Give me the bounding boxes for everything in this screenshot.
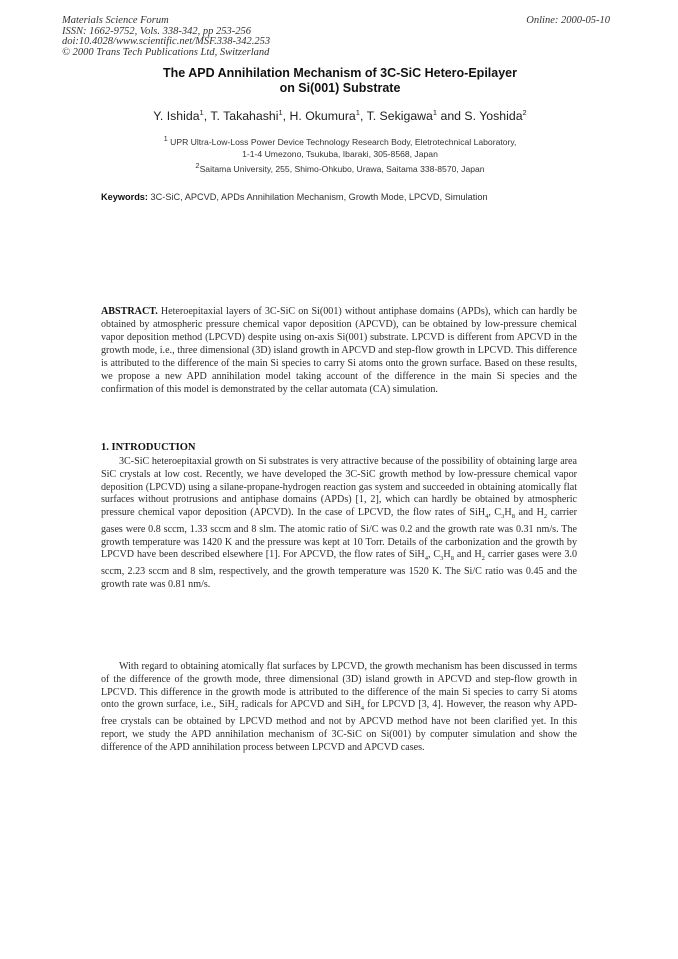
affiliation-mark: 1	[163, 134, 168, 143]
keywords-list: 3C-SiC, APCVD, APDs Annihilation Mechanism, Growth Mode, LPCVD, Simulation	[150, 192, 488, 202]
affiliation-2-line-1: Saitama University, 255, Shimo-Ohkubo, Urawa, Saitama 338-8570, Japan	[199, 163, 485, 174]
keywords-line	[101, 192, 488, 202]
text-run: 3C-SiC heteroepitaxial growth on Si substrates is very attractive because of the possibility of obtaining large area SiC crystals at low cost. Recently, we have developed the 3C-SiC growth method by low-pressure chemical vapor deposition (LPCVD) using a silane-propane-hydrogen reaction gas system and succeeded in obtaining atomically flat surfaces without protrusions and antiphase domains (APDs) [1, 2], which can hardly be obtained by atmospheric pressure chemical vapor deposition (APCVD). In the case of LPCVD, the flow rates of SiH	[101, 456, 577, 518]
title-line-1: The APD Annihilation Mechanism of 3C-SiC Hetero-Epilayer	[163, 66, 517, 80]
author-name: T. Takahashi	[210, 109, 279, 124]
text-run: for LPCVD [3, 4]. However, the reason why APD-free crystals can be obtained by LPCVD method and not by APCVD method have not been clarified yet. In this report, we study the APD annihilation mechanism of 3C-SiC on Si(001) by computer simulation and show the difference of the APD annihilation process between LPCVD and APCVD cases.	[101, 699, 577, 753]
author-name: T. Sekigawa	[366, 109, 433, 124]
subscript: 4	[360, 705, 365, 713]
affiliation-1	[60, 133, 620, 160]
citation-header	[62, 16, 270, 58]
author-affiliation-mark: 2	[522, 108, 527, 117]
text-run: H	[504, 507, 512, 518]
author-list	[60, 108, 620, 123]
author-affiliation-mark: 1	[432, 108, 438, 117]
text-run: carrier gases were 3.0 sccm, 2.23 sccm and 8 slm, respectively, and the growth temperature was 1520 K. The Si/C ratio was 0.45 and the growth rate was 0.81 nm/s.	[101, 549, 578, 590]
journal-name: Materials Science Forum	[62, 15, 169, 26]
abstract	[101, 305, 577, 396]
text-run: With regard to obtaining atomically flat surfaces by LPCVD, the growth mechanism has been discussed in terms of the difference of the growth mode, three dimensional (3D) island growth in APCVD and step-flow growth in LPCVD. This difference in the growth mode is attributed to the difference of the main Si species to carry Si atoms onto the grown surface, i.e., SiH	[101, 661, 577, 711]
subscript: 4	[485, 513, 489, 521]
subscript: 2	[481, 555, 485, 563]
abstract-text: Heteroepitaxial layers of 3C-SiC on Si(001) without antiphase domains (APDs), which can hardly be obtained by atmospheric pressure chemical vapor deposition (APCVD), can be obtained by low-pressure chemical vapor deposition method (LPCVD) despite using on-axis Si(001) substrate. LPCVD is different from APCVD in the growth mode, i.e., three dimensional (3D) island growth in APCVD and step-flow growth in LPCVD. This difference is attributed to the difference of the main Si species to carry Si atoms onto the grown surface. Based on these results, we propose a new APD annihilation model taking account of the difference in the main Si species and the confirmation of this model is demonstrated by the cellar automata (CA) simulation.	[101, 306, 578, 395]
author-name: H. Okumura	[289, 109, 356, 124]
author-name: Y. Ishida	[153, 109, 200, 124]
copyright-line: © 2000 Trans Tech Publications Ltd, Switzerland	[62, 46, 270, 58]
section-heading-introduction: 1. INTRODUCTION	[101, 442, 196, 453]
online-date: Online: 2000-05-10	[526, 15, 610, 26]
title-line-2: on Si(001) Substrate	[279, 81, 401, 95]
intro-paragraph-2	[101, 661, 577, 754]
author-affiliation-mark: 1	[355, 108, 360, 117]
subscript: 8	[511, 513, 515, 521]
affiliation-mark: 2	[195, 161, 200, 170]
author-separator: and	[437, 109, 465, 124]
subscript: 2	[234, 705, 239, 713]
affiliation-1-line-1: UPR Ultra-Low-Loss Power Device Technology Research Body, Eletrotechnical Laboratory,	[170, 136, 517, 147]
affiliation-1-line-2: 1-1-4 Umezono, Tsukuba, Ibaraki, 305-8568, Japan	[242, 148, 438, 159]
author-separator: ,	[203, 109, 211, 124]
text-run: , C	[427, 549, 441, 561]
author-name: S. Yoshida	[464, 109, 523, 124]
subscript: 4	[424, 555, 428, 563]
paper-title	[60, 66, 620, 96]
author-separator: ,	[359, 109, 367, 124]
author-affiliation-mark: 1	[199, 108, 204, 117]
text-run: , C	[488, 507, 502, 518]
issn-line: ISSN: 1662-9752, Vols. 338-342, pp 253-256	[62, 25, 251, 37]
subscript: 3	[440, 555, 444, 563]
text-run: H	[443, 549, 451, 561]
text-run: carrier gases were 0.8 sccm, 1.33 sccm and 8 slm. The atomic ratio of Si/C was 0.2 and the growth rate was 0.31 nm/s. The growth temperature was 1420 K and the pressure was kept at 10 Torr. Details of the carbonization and the growth by LPCVD have been described elsewhere [1]. For APCVD, the flow rates of SiH	[101, 507, 577, 561]
intro-paragraph-1	[101, 456, 577, 592]
text-run: radicals for APCVD and SiH	[238, 699, 361, 711]
keywords-label: Keywords:	[101, 192, 148, 202]
doi-line: doi:10.4028/www.scientific.net/MSF.338-342.253	[62, 36, 271, 47]
author-separator: ,	[282, 109, 290, 124]
subscript: 8	[450, 555, 454, 563]
text-run: and H	[514, 507, 544, 518]
subscript: 2	[543, 513, 548, 521]
subscript: 3	[501, 513, 505, 521]
abstract-label: ABSTRACT.	[101, 306, 158, 317]
affiliation-2	[60, 160, 620, 175]
text-run: and H	[453, 549, 482, 561]
author-affiliation-mark: 1	[278, 108, 283, 117]
